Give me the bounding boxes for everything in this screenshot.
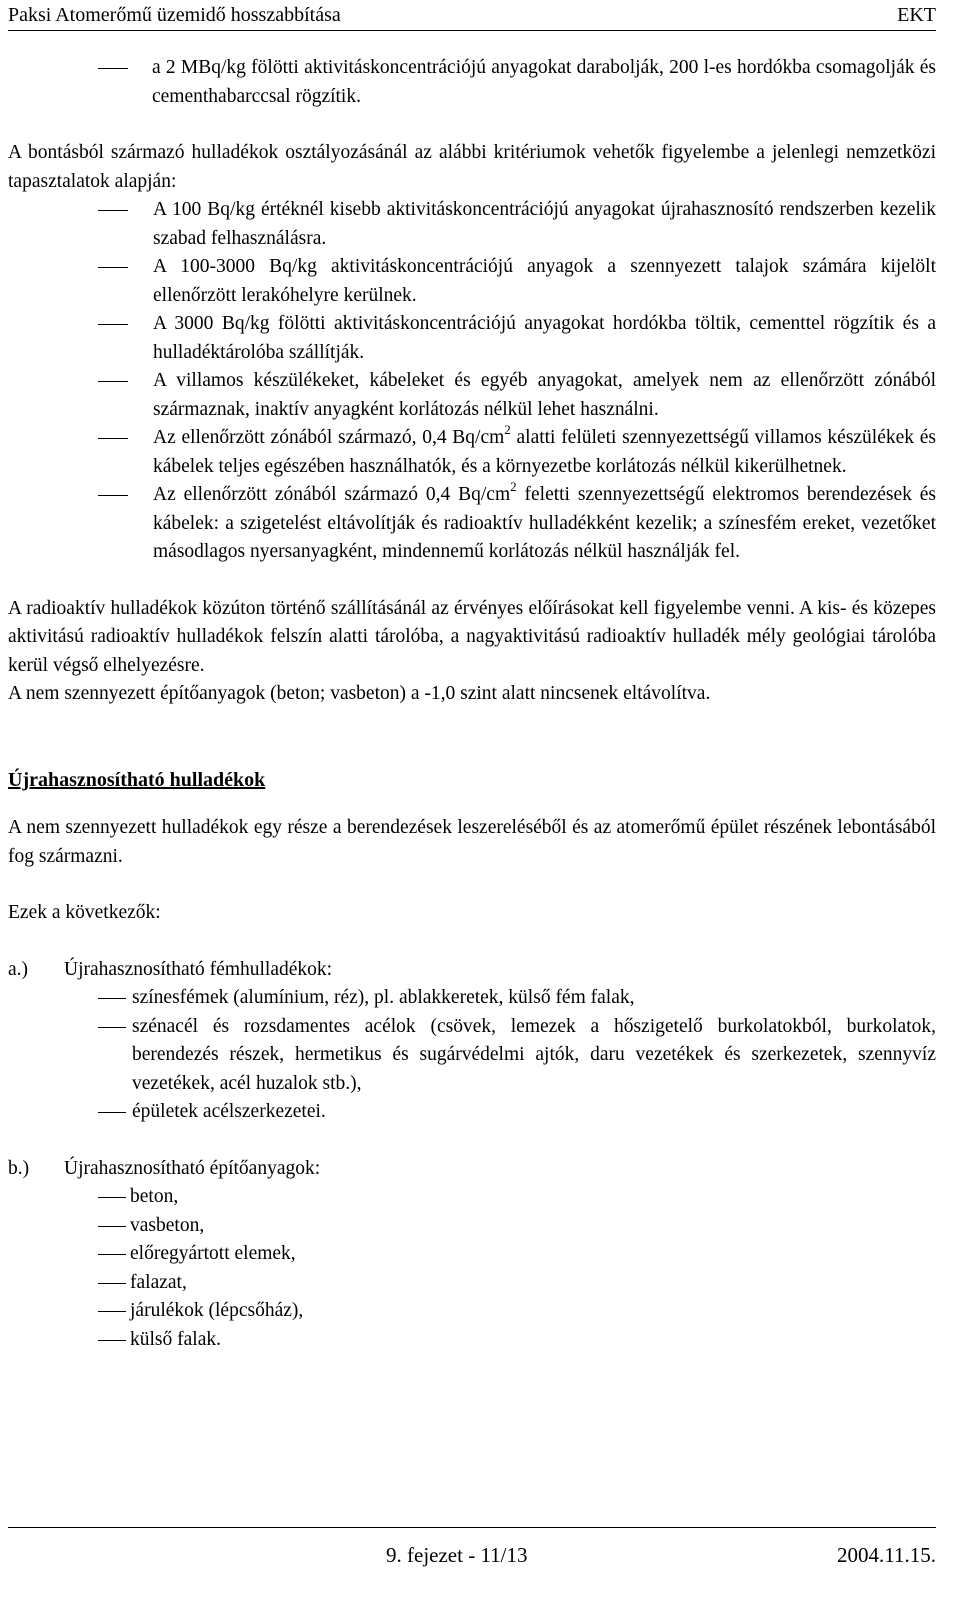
list-item: [98, 1013, 936, 1099]
dash-bullet: [98, 1340, 126, 1342]
list-item-text: színesfémek (alumínium, réz), pl. ablakkeretek, külső fém falak,: [132, 987, 635, 1008]
dash-bullet: [98, 68, 128, 70]
list-item-text: szénacél és rozsdamentes acélok (csövek, lemezek a hőszigetelő burkolatokból, burkolatok, berendezés részek, hermetikus és sugárvédelmi ajtók, daru vezetékek és szerkezetek, szennyvíz vezetékek, acél huzalok stb.),: [132, 1015, 936, 1094]
dash-bullet: [98, 210, 128, 212]
list-item: [98, 1240, 936, 1269]
criterion-text-part: Az ellenőrzött zónából származó, 0,4 Bq/cm: [153, 427, 505, 448]
superscript: 2: [504, 422, 511, 437]
list-item-text: beton,: [130, 1186, 179, 1207]
header-title: Paksi Atomerőmű üzemidő hosszabbítása: [8, 4, 341, 26]
document-body: [8, 31, 936, 1354]
criterion-text: [153, 424, 936, 481]
dash-bullet: [98, 1027, 126, 1029]
group-a-title: Újrahasznosítható fémhulladékok:: [64, 958, 333, 980]
dash-bullet: [98, 1226, 126, 1228]
dash-bullet: [98, 1112, 126, 1114]
group-b-title: Újrahasznosítható építőanyagok:: [64, 1157, 321, 1179]
criterion-text: A 100 Bq/kg értéknél kisebb aktivitáskoncentrációjú anyagokat újrahasznosító rendszerben kezelik szabad felhasználásra.: [153, 199, 936, 249]
criterion-3: [98, 310, 936, 367]
dash-bullet: [98, 381, 128, 383]
superscript: 2: [510, 479, 517, 494]
group-b-list: [8, 1183, 936, 1354]
list-item-text: külső falak.: [130, 1328, 221, 1350]
criterion-text: [153, 481, 936, 567]
criterion-text-part: feletti szennyezettségű elektromos berendezések és kábelek: a szigetelést eltávolítják és radioaktív hulladékként kezelik; a színesfém ereket, vezetőket másodlagos nyersanyagként, mindennemű korlátozás nélkül használják fel.: [153, 484, 936, 562]
list-item: [98, 1212, 936, 1241]
criterion-text: A 3000 Bq/kg fölötti aktivitáskoncentrációjú anyagokat hordókba töltik, cementtel rögzítik és a hulladéktárolóba szállítják.: [153, 313, 936, 363]
list-item-text: járulékok (lépcsőház),: [130, 1300, 304, 1321]
header-right: EKT: [897, 4, 936, 26]
dash-bullet: [98, 267, 128, 269]
group-a-label: a.): [8, 958, 29, 980]
dash-bullet: [98, 1254, 126, 1256]
criterion-6: [98, 481, 936, 567]
group-b: [8, 1155, 936, 1184]
footer-page-number: 9. fejezet - 11/13: [386, 1543, 528, 1567]
list-item-text: a 2 MBq/kg fölötti aktivitáskoncentrációjú anyagokat darabolják, 200 l-es hordókba csomagolják és cementhabarccsal rögzítik.: [152, 57, 936, 107]
section-intro: A nem szennyezett hulladékok egy része a berendezések leszereléséből és az atomerőmű épület részének lebontásából fog származni.: [8, 817, 936, 867]
criterion-text-part: alatti felületi szennyezettségű villamos készülékek és kábelek teljes egészében használhatók, és a környezetbe korlátozás nélkül kikerülhetnek.: [153, 427, 936, 477]
page-footer: [8, 1527, 936, 1578]
group-b-label: b.): [8, 1157, 30, 1179]
list-item-text: falazat,: [130, 1271, 187, 1293]
list-item: [98, 984, 936, 1013]
page-header: [8, 0, 936, 31]
list-item: [98, 1326, 936, 1355]
criterion-4: [98, 367, 936, 424]
criterion-5: [98, 424, 936, 481]
list-item: [98, 54, 936, 111]
list-item: [98, 1269, 936, 1298]
list-item: [98, 1297, 936, 1326]
dash-bullet: [98, 324, 128, 326]
dash-bullet: [98, 1283, 126, 1285]
dash-bullet: [98, 998, 126, 1000]
dash-bullet: [98, 438, 128, 440]
following-label: Ezek a következők:: [8, 902, 161, 923]
criterion-1: [98, 196, 936, 253]
intro-paragraph: A bontásból származó hulladékok osztályozásánál az alábbi kritériumok vehetők figyelembe a jelenlegi nemzetközi tapasztalatok alapján:: [8, 142, 936, 192]
group-a-list: [8, 984, 936, 1127]
criterion-text: A villamos készülékeket, kábeleket és egyéb anyagokat, amelyek nem az ellenőrzött zónából származnak, inaktív anyagként korlátozás nélkül lehet használni.: [153, 370, 936, 420]
list-item-text: vasbeton,: [130, 1214, 205, 1236]
section-title: Újrahasznosítható hulladékok: [8, 768, 266, 791]
criterion-2: [98, 253, 936, 310]
concrete-paragraph: A nem szennyezett építőanyagok (beton; vasbeton) a -1,0 szint alatt nincsenek eltávolítva.: [8, 683, 711, 704]
criterion-text-part: Az ellenőrzött zónából származó 0,4 Bq/cm: [153, 484, 511, 505]
dash-bullet: [98, 1311, 126, 1313]
list-item-text: épületek acélszerkezetei.: [132, 1101, 326, 1122]
footer-date: 2004.11.15.: [837, 1543, 936, 1567]
group-a: [8, 956, 936, 985]
list-item-text: előregyártott elemek,: [130, 1243, 296, 1264]
dash-bullet: [98, 1197, 126, 1199]
dash-bullet: [98, 495, 128, 497]
list-item: [98, 1183, 936, 1212]
list-item: [98, 1098, 936, 1127]
criterion-text: A 100-3000 Bq/kg aktivitáskoncentrációjú anyagok a szennyezett talajok számára kijelölt ellenőrzött lerakóhelyre kerülnek.: [153, 256, 936, 306]
transport-paragraph: A radioaktív hulladékok közúton történő szállításánál az érvényes előírásokat kell figyelembe venni. A kis- és közepes aktivitású radioaktív hulladékok felszín alatti tárolóba, a nagyaktivitású radioaktív hulladék mély geológiai tárolóba kerül végső elhelyezésre.: [8, 597, 936, 676]
